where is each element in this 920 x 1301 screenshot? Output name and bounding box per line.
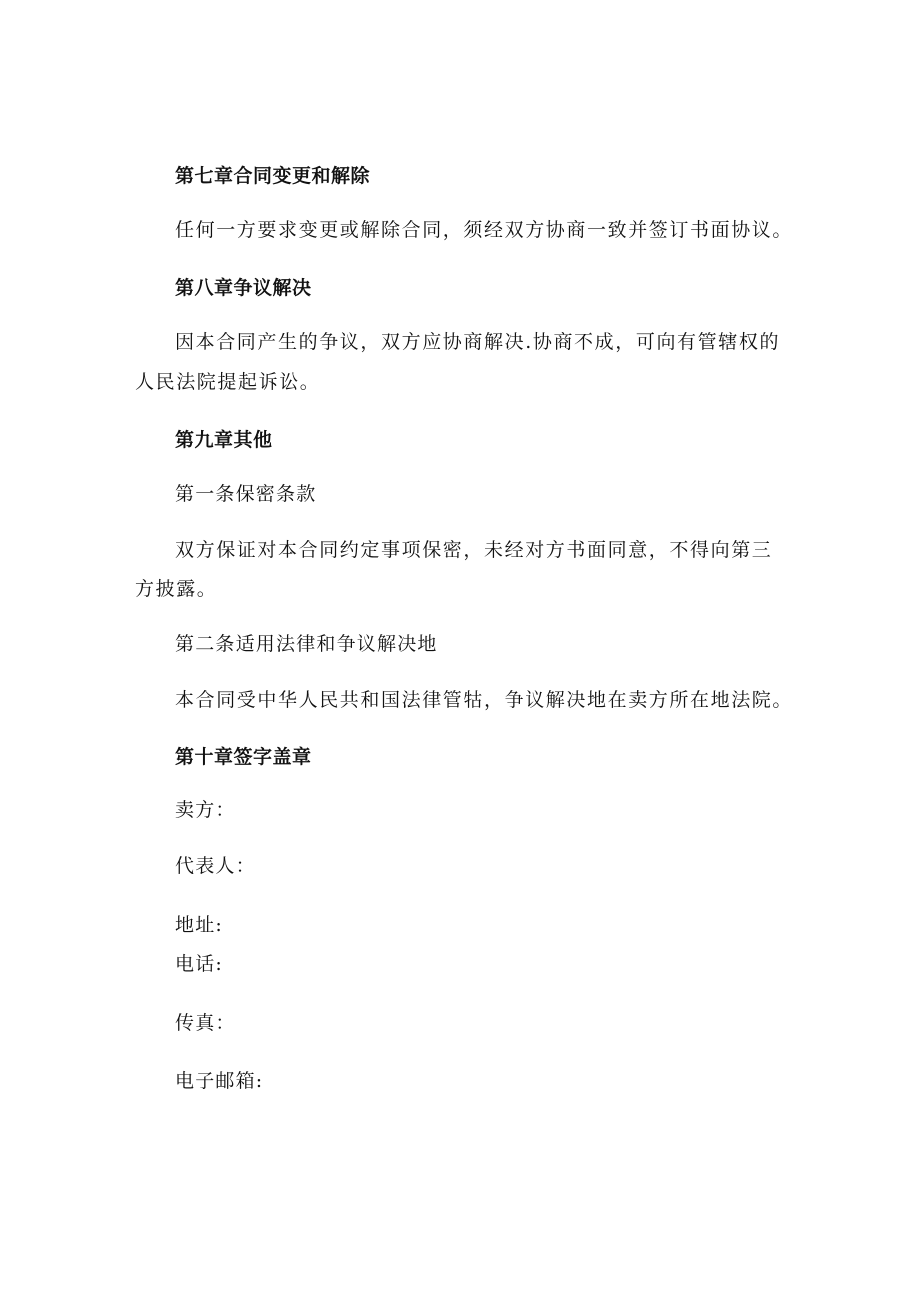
- phone-field: 电话:: [175, 953, 224, 975]
- address-field: 地址:: [175, 914, 224, 936]
- chapter9-title: 第九章其他: [175, 429, 273, 451]
- fax-field: 传真：: [175, 1012, 236, 1034]
- article1-body-line1: 双方保证对本合同约定事项保密，未经对方书面同意，不得向第三: [175, 539, 773, 561]
- chapter8-body-line1: 因本合同产生的争议，双方应协商解决.协商不成，可向有管辖权的: [175, 331, 781, 353]
- chapter10-title: 第十章签字盖章: [175, 746, 312, 768]
- seller-field: 卖方：: [175, 799, 236, 821]
- representative-field: 代表人：: [175, 855, 256, 877]
- article1-title: 第一条保密条款: [175, 483, 317, 505]
- chapter7-title: 第七章合同变更和解除: [175, 165, 371, 187]
- chapter7-body: 任何一方要求变更或解除合同，须经双方协商一致并签订书面协议。: [175, 219, 794, 241]
- article1-body-line2: 方披露。: [135, 578, 218, 600]
- chapter8-body-line2: 人民法院提起诉讼。: [135, 371, 321, 393]
- email-field: 电子邮箱:: [175, 1070, 264, 1092]
- chapter8-title: 第八章争议解决: [175, 277, 312, 299]
- article2-body: 本合同受中华人民共和国法律管牯，争议解决地在卖方所在地法院。: [175, 689, 794, 711]
- article2-title: 第二条适用法律和争议解决地: [175, 633, 438, 655]
